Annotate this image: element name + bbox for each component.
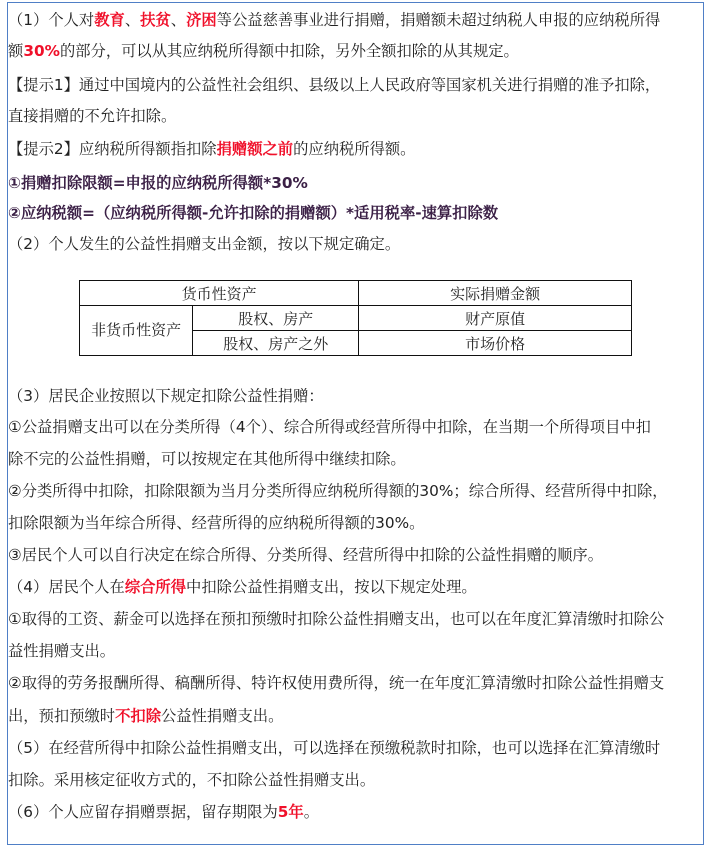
table-cell: 货币性资产 bbox=[80, 281, 359, 306]
highlighted-text: 济困 bbox=[186, 11, 217, 29]
table-row bbox=[80, 306, 632, 331]
formula-text: ①捐赠扣除限额=申报的应纳税所得额*30% bbox=[8, 174, 308, 192]
text-segment: 等公益慈善事业进行捐赠，捐赠额未超过纳税人申报的应纳税所得 bbox=[216, 11, 661, 29]
text-segment: 。 bbox=[303, 803, 320, 821]
highlighted-text: 不扣除 bbox=[115, 707, 161, 725]
text-segment: （6）个人应留存捐赠票据，留存期限为 bbox=[8, 803, 278, 821]
text-line bbox=[8, 75, 660, 95]
text-segment: （2）个人发生的公益性捐赠支出金额，按以下规定确定。 bbox=[8, 235, 401, 253]
text-line bbox=[8, 481, 668, 501]
table-cell: 非货币性资产 bbox=[80, 306, 193, 356]
text-segment: 、 bbox=[124, 11, 141, 29]
text-segment: 的应纳税所得额。 bbox=[293, 140, 416, 158]
table-cell: 实际捐赠金额 bbox=[359, 281, 632, 306]
text-segment: 额 bbox=[8, 42, 24, 60]
text-segment: 出，预扣预缴时 bbox=[8, 707, 116, 725]
text-segment: 直接捐赠的不允许扣除。 bbox=[8, 107, 177, 125]
text-line bbox=[8, 802, 319, 822]
text-line bbox=[8, 449, 406, 469]
text-line bbox=[8, 738, 660, 758]
text-line bbox=[8, 577, 477, 597]
text-line bbox=[8, 417, 651, 437]
text-segment: （4）居民个人在 bbox=[8, 578, 125, 596]
text-segment: ③居民个人可以自行决定在综合所得、分类所得、经营所得中扣除的公益性捐赠的顺序。 bbox=[8, 546, 603, 564]
text-segment: 的部分，可以从其应纳税所得额中扣除，另外全额扣除的从其规定。 bbox=[59, 42, 519, 60]
text-line bbox=[8, 386, 324, 406]
text-segment: 【提示2】应纳税所得额指扣除 bbox=[8, 140, 217, 158]
text-segment: （1）个人对 bbox=[8, 11, 95, 29]
text-line bbox=[8, 641, 115, 661]
text-line bbox=[8, 41, 519, 61]
text-segment: 扣除限额为当年综合所得、经营所得的应纳税所得额的30%。 bbox=[8, 514, 425, 532]
text-segment: ②取得的劳务报酬所得、稿酬所得、特许权使用费所得，统一在年度汇算清缴时扣除公益性捐赠支 bbox=[8, 674, 665, 692]
text-segment: 公益性捐赠支出。 bbox=[161, 707, 284, 725]
text-segment: （5）在经营所得中扣除公益性捐赠支出，可以选择在预缴税款时扣除，也可以选择在汇算清缴时 bbox=[8, 739, 661, 757]
text-segment: ①取得的工资、薪金可以选择在预扣预缴时扣除公益性捐赠支出，也可以在年度汇算清缴时扣除公 bbox=[8, 610, 665, 628]
highlighted-text: 扶贫 bbox=[140, 11, 171, 29]
text-line bbox=[8, 10, 660, 30]
formula-text: ②应纳税额=（应纳税所得额-允许扣除的捐赠额）*适用税率-速算扣除数 bbox=[8, 204, 499, 222]
text-segment: 益性捐赠支出。 bbox=[8, 642, 116, 660]
table-cell: 市场价格 bbox=[359, 331, 632, 356]
text-line bbox=[8, 106, 176, 126]
table-row bbox=[80, 281, 632, 306]
highlighted-text: 30% bbox=[23, 42, 60, 60]
text-segment: 【提示1】通过中国境内的公益性社会组织、县级以上人民政府等国家机关进行捐赠的准予扣除， bbox=[8, 76, 661, 94]
highlighted-text: 5年 bbox=[277, 803, 304, 821]
text-segment: ②分类所得中扣除，扣除限额为当月分类所得应纳税所得额的30%；综合所得、经营所得中扣除， bbox=[8, 482, 668, 500]
text-line bbox=[8, 545, 603, 565]
highlighted-text: 教育 bbox=[94, 11, 125, 29]
text-segment: 除不完的公益性捐赠，可以按规定在其他所得中继续扣除。 bbox=[8, 450, 406, 468]
text-line bbox=[8, 513, 424, 533]
text-line bbox=[8, 706, 283, 726]
text-segment: （3）居民企业按照以下规定扣除公益性捐赠： bbox=[8, 387, 324, 405]
table-cell: 股权、房产 bbox=[193, 306, 359, 331]
donation-amount-table bbox=[79, 280, 632, 356]
text-line bbox=[8, 673, 664, 693]
table-cell: 股权、房产之外 bbox=[193, 331, 359, 356]
text-line bbox=[8, 770, 375, 790]
text-segment: 中扣除公益性捐赠支出，按以下规定处理。 bbox=[186, 578, 477, 596]
text-line bbox=[8, 139, 415, 159]
highlighted-text: 捐赠额之前 bbox=[216, 140, 294, 158]
text-line bbox=[8, 234, 400, 254]
text-line bbox=[8, 609, 664, 629]
table-cell: 财产原值 bbox=[359, 306, 632, 331]
text-line bbox=[8, 173, 308, 193]
text-segment: 扣除。采用核定征收方式的，不扣除公益性捐赠支出。 bbox=[8, 771, 376, 789]
highlighted-text: 综合所得 bbox=[124, 578, 187, 596]
text-line bbox=[8, 203, 498, 223]
text-segment: ①公益捐赠支出可以在分类所得（4个）、综合所得或经营所得中扣除，在当期一个所得项目中扣 bbox=[8, 418, 651, 436]
text-segment: 、 bbox=[170, 11, 187, 29]
